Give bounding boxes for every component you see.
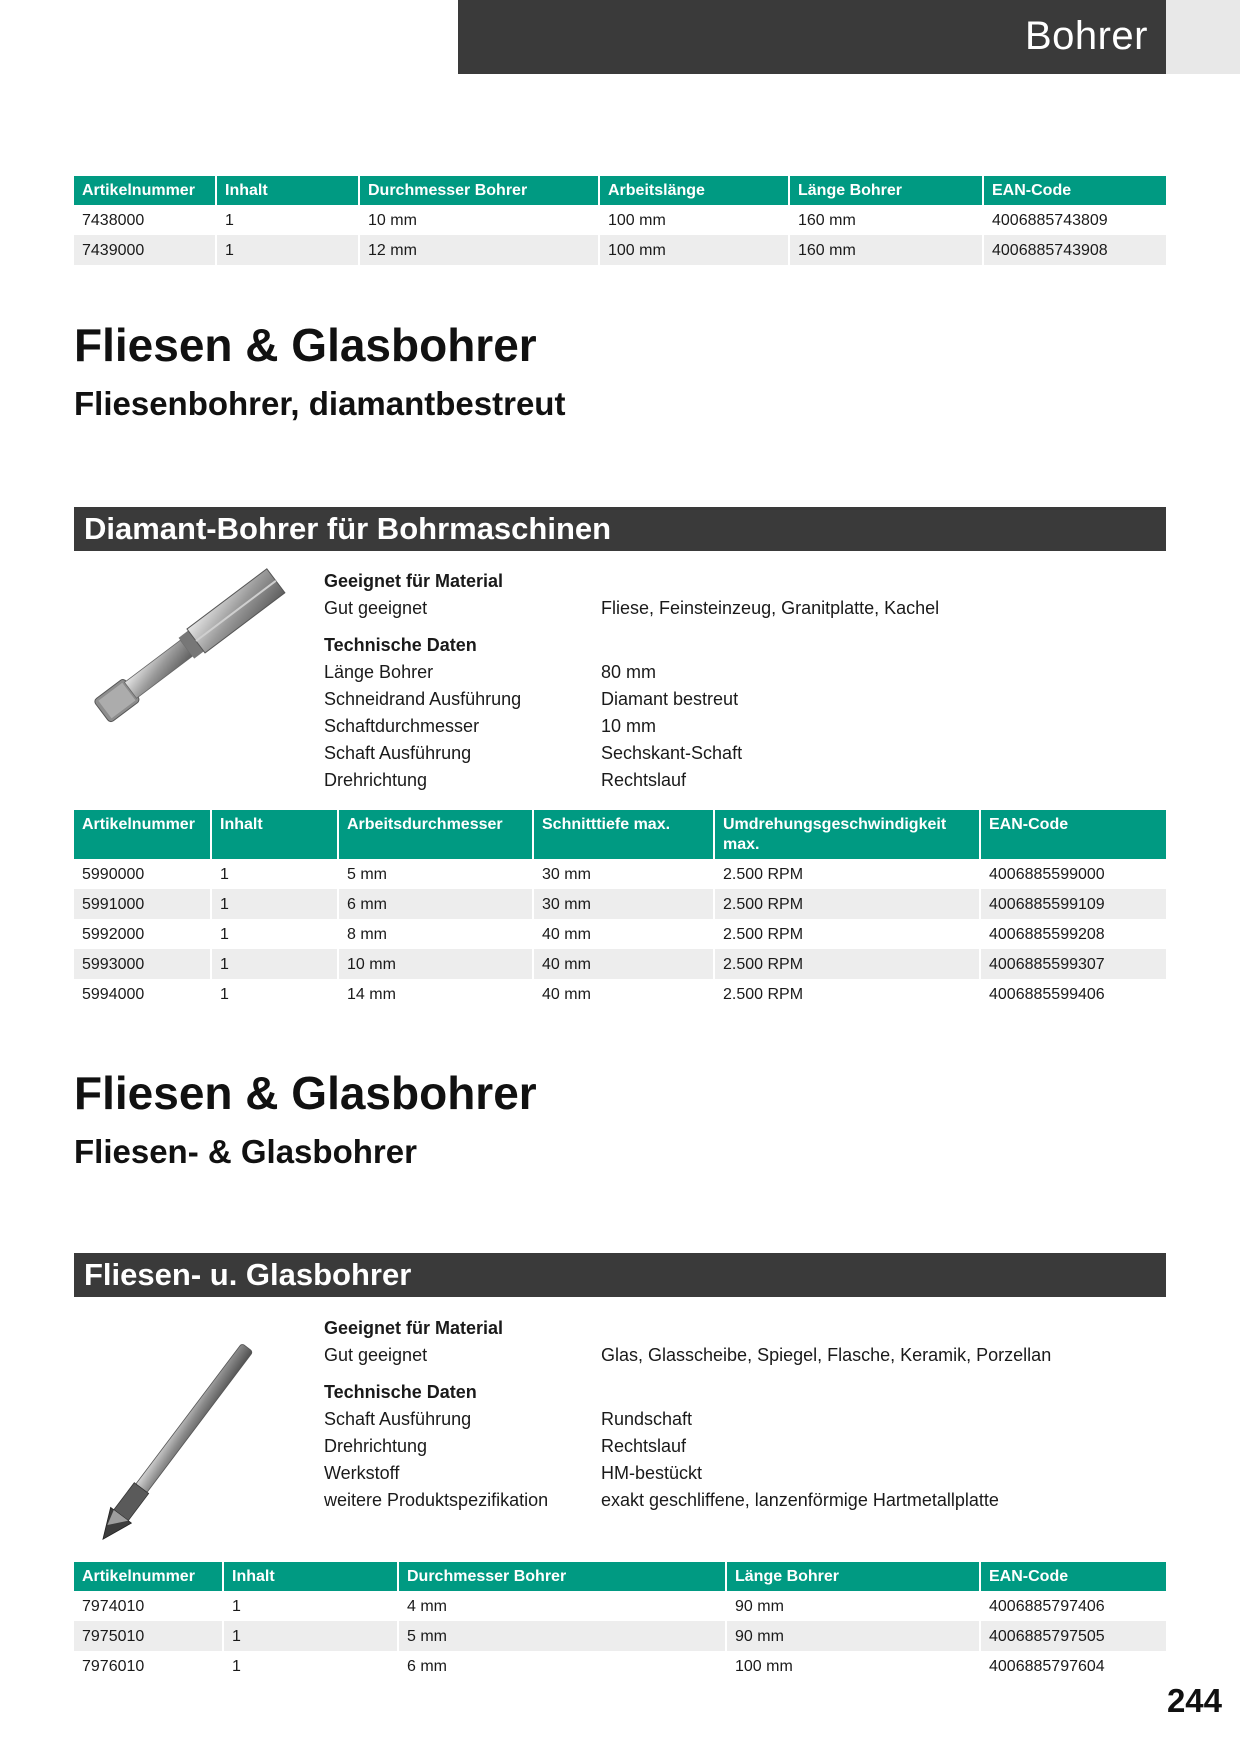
table-cell: 100 mm — [599, 205, 789, 235]
table-cell: 7974010 — [74, 1591, 223, 1621]
table-cell: 6 mm — [398, 1651, 726, 1681]
article-table-2 — [74, 810, 1166, 1009]
spec-key: Schneidrand Ausführung — [324, 689, 522, 709]
spec-row — [324, 740, 1144, 767]
column-header: Durchmesser Bohrer — [359, 176, 599, 205]
column-header: Schnitttiefe max. — [533, 810, 714, 859]
table-cell: 40 mm — [533, 979, 714, 1009]
spec-value: exakt geschliffene, lanzenförmige Hartmetallplatte — [601, 1490, 999, 1510]
table-cell: 8 mm — [338, 919, 533, 949]
diamond-drill-image — [70, 562, 306, 732]
table-cell: 4006885797604 — [980, 1651, 1166, 1681]
chapter-title: Bohrer — [1024, 14, 1148, 58]
spec-value: Sechskant-Schaft — [601, 743, 743, 763]
table-cell: 5994000 — [74, 979, 211, 1009]
table-row — [74, 1621, 1166, 1651]
column-header: EAN-Code — [983, 176, 1166, 205]
table-cell: 5 mm — [398, 1621, 726, 1651]
table-cell: 1 — [211, 949, 338, 979]
table-cell: 4006885599109 — [980, 889, 1166, 919]
table-header-row — [74, 1562, 1166, 1591]
glass-drill-image — [70, 1310, 306, 1546]
page-number: 244 — [1166, 1682, 1222, 1719]
column-header: Artikelnummer — [74, 810, 211, 859]
table-cell: 5990000 — [74, 859, 211, 889]
table-cell: 1 — [211, 919, 338, 949]
table-cell: 5993000 — [74, 949, 211, 979]
spec-row — [324, 1460, 1144, 1487]
spec-key: Schaft Ausführung — [324, 1409, 472, 1429]
table-cell: 90 mm — [726, 1621, 980, 1651]
table-cell: 100 mm — [726, 1651, 980, 1681]
spec-key: Schaft Ausführung — [324, 743, 472, 763]
table-cell: 4006885599406 — [980, 979, 1166, 1009]
spec-value: 80 mm — [601, 662, 657, 682]
table-row — [74, 1651, 1166, 1681]
table-cell: 1 — [216, 205, 359, 235]
spec-row — [324, 595, 1144, 622]
spec-key: Werkstoff — [324, 1463, 400, 1483]
table-cell: 14 mm — [338, 979, 533, 1009]
spec-row — [324, 1487, 1144, 1514]
product-bar: Diamant-Bohrer für Bohrmaschinen — [74, 507, 1166, 551]
table-row — [74, 205, 1166, 235]
column-header: Arbeitsdurchmesser — [338, 810, 533, 859]
article-table-3 — [74, 1562, 1166, 1681]
chapter-tab — [1166, 0, 1240, 74]
spec-value: Glas, Glasscheibe, Spiegel, Flasche, Keramik, Porzellan — [601, 1345, 1052, 1365]
table-cell: 1 — [211, 889, 338, 919]
spec-block-1 — [324, 568, 1144, 794]
table-cell: 160 mm — [789, 235, 983, 265]
spec-value: HM-bestückt — [601, 1463, 703, 1483]
spec-row — [324, 1342, 1144, 1369]
spec-block-2 — [324, 1315, 1144, 1514]
spec-row — [324, 1433, 1144, 1460]
spec-row — [324, 659, 1144, 686]
table-row — [74, 979, 1166, 1009]
spec-key: Drehrichtung — [324, 1436, 428, 1456]
tech-heading: Technische Daten — [324, 635, 477, 655]
column-header: Inhalt — [223, 1562, 398, 1591]
column-header: Umdrehungsgeschwindigkeit max. — [714, 810, 980, 859]
table-cell: 2.500 RPM — [714, 889, 980, 919]
spec-key: weitere Produktspezifikation — [324, 1490, 549, 1510]
table-cell: 1 — [216, 235, 359, 265]
column-header: Länge Bohrer — [726, 1562, 980, 1591]
table-row — [74, 949, 1166, 979]
column-header: Durchmesser Bohrer — [398, 1562, 726, 1591]
material-heading: Geeignet für Material — [324, 1318, 504, 1338]
column-header: Artikelnummer — [74, 1562, 223, 1591]
table-cell: 10 mm — [338, 949, 533, 979]
section-subtitle: Fliesen- & Glasbohrer — [74, 1133, 417, 1170]
table-cell: 1 — [211, 979, 338, 1009]
section-title: Fliesen & Glasbohrer — [74, 1067, 537, 1119]
table-cell: 2.500 RPM — [714, 949, 980, 979]
table-cell: 6 mm — [338, 889, 533, 919]
table-cell: 1 — [211, 859, 338, 889]
article-table-1 — [74, 176, 1166, 265]
section-subtitle: Fliesenbohrer, diamantbestreut — [74, 385, 566, 422]
table-cell: 4006885599307 — [980, 949, 1166, 979]
table-cell: 40 mm — [533, 919, 714, 949]
table-cell: 5 mm — [338, 859, 533, 889]
spec-value: Rechtslauf — [601, 1436, 687, 1456]
table-row — [74, 859, 1166, 889]
spec-row — [324, 767, 1144, 794]
spec-value: 10 mm — [601, 716, 657, 736]
table-cell: 4 mm — [398, 1591, 726, 1621]
spec-value: Rundschaft — [601, 1409, 693, 1429]
column-header: Artikelnummer — [74, 176, 216, 205]
table-cell: 7976010 — [74, 1651, 223, 1681]
spec-value: Rechtslauf — [601, 770, 687, 790]
spec-row — [324, 686, 1144, 713]
table-cell: 7439000 — [74, 235, 216, 265]
table-row — [74, 889, 1166, 919]
table-cell: 90 mm — [726, 1591, 980, 1621]
table-cell: 4006885797505 — [980, 1621, 1166, 1651]
section-title: Fliesen & Glasbohrer — [74, 319, 537, 371]
table-row — [74, 1591, 1166, 1621]
table-cell: 4006885797406 — [980, 1591, 1166, 1621]
table-cell: 30 mm — [533, 889, 714, 919]
table-cell: 1 — [223, 1591, 398, 1621]
table-cell: 30 mm — [533, 859, 714, 889]
spec-row — [324, 713, 1144, 740]
table-cell: 1 — [223, 1651, 398, 1681]
column-header: Länge Bohrer — [789, 176, 983, 205]
table-row — [74, 919, 1166, 949]
table-cell: 12 mm — [359, 235, 599, 265]
table-cell: 2.500 RPM — [714, 859, 980, 889]
chapter-header — [458, 0, 1166, 74]
spec-key: Schaftdurchmesser — [324, 716, 480, 736]
table-cell: 2.500 RPM — [714, 919, 980, 949]
spec-key: Drehrichtung — [324, 770, 428, 790]
column-header: EAN-Code — [980, 810, 1166, 859]
spec-key: Gut geeignet — [324, 1345, 428, 1365]
spec-value: Fliese, Feinsteinzeug, Granitplatte, Kachel — [601, 598, 940, 618]
tech-heading: Technische Daten — [324, 1382, 477, 1402]
column-header: EAN-Code — [980, 1562, 1166, 1591]
table-cell: 2.500 RPM — [714, 979, 980, 1009]
table-header-row — [74, 176, 1166, 205]
column-header: Inhalt — [216, 176, 359, 205]
table-cell: 160 mm — [789, 205, 983, 235]
table-cell: 5992000 — [74, 919, 211, 949]
spec-key: Gut geeignet — [324, 598, 428, 618]
spec-row — [324, 1406, 1144, 1433]
table-cell: 5991000 — [74, 889, 211, 919]
material-heading: Geeignet für Material — [324, 571, 504, 591]
table-cell: 100 mm — [599, 235, 789, 265]
product-bar: Fliesen- u. Glasbohrer — [74, 1253, 1166, 1297]
column-header: Inhalt — [211, 810, 338, 859]
table-cell: 40 mm — [533, 949, 714, 979]
table-row — [74, 235, 1166, 265]
table-cell: 10 mm — [359, 205, 599, 235]
spec-value: Diamant bestreut — [601, 689, 739, 709]
table-header-row — [74, 810, 1166, 859]
table-cell: 7438000 — [74, 205, 216, 235]
table-cell: 4006885743809 — [983, 205, 1166, 235]
table-cell: 7975010 — [74, 1621, 223, 1651]
table-cell: 4006885599208 — [980, 919, 1166, 949]
column-header: Arbeitslänge — [599, 176, 789, 205]
table-cell: 4006885599000 — [980, 859, 1166, 889]
table-cell: 4006885743908 — [983, 235, 1166, 265]
spec-key: Länge Bohrer — [324, 662, 434, 682]
table-cell: 1 — [223, 1621, 398, 1651]
